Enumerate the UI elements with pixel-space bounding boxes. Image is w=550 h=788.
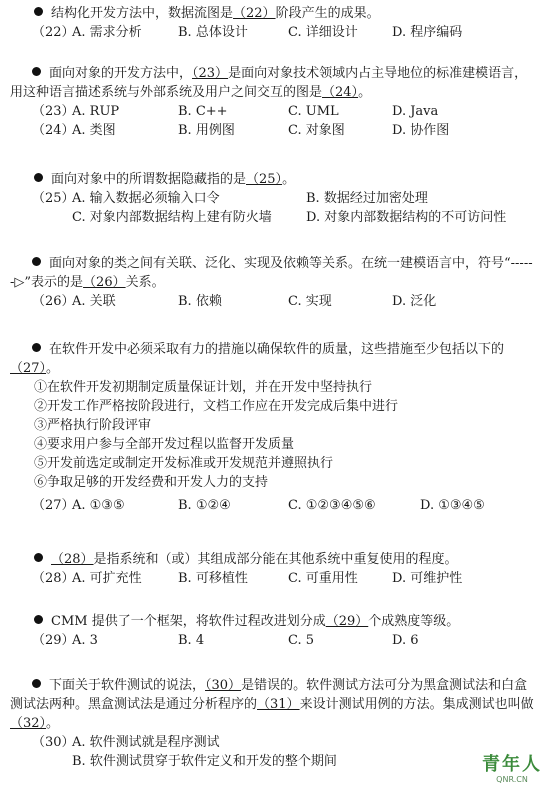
bullet-icon xyxy=(32,679,41,688)
q30-number: （30） xyxy=(32,735,75,750)
q23-option-c: C. UML xyxy=(288,104,339,119)
q27-blank: （27） xyxy=(10,361,47,376)
q26-option-b: B. 依赖 xyxy=(178,294,222,309)
q27-item-4: ④要求用户参与全部开发过程以监督开发质量 xyxy=(34,437,295,452)
q28-option-c: C. 可重用性 xyxy=(288,571,358,586)
q25-text-a: 面向对象中的所谓数据隐藏指的是 xyxy=(51,172,247,187)
q22-option-d: D. 程序编码 xyxy=(392,25,463,40)
q26-option-a: A. 关联 xyxy=(72,294,116,309)
q29-number: （29） xyxy=(32,633,75,648)
bullet-icon xyxy=(32,343,41,352)
q27-option-c: C. ①②③④⑤⑥ xyxy=(288,498,376,513)
q31-blank: （31） xyxy=(257,697,300,712)
question-25-stem xyxy=(0,170,550,189)
q22-text-a: 结构化开发方法中，数据流图是 xyxy=(51,6,234,21)
question-29-stem xyxy=(0,612,550,631)
q27-option-b: B. ①②④ xyxy=(178,498,231,513)
q27-option-a: A. ①③⑤ xyxy=(72,498,125,513)
q30-text-b: 是错误的。软件测试方法可分为黑盒测试法和白盒测试法两种。黑盒测试法是通过分析程序的 xyxy=(10,678,528,712)
question-28-stem xyxy=(0,550,550,569)
question-26 xyxy=(0,254,550,311)
q28-blank: （28） xyxy=(51,552,94,567)
q24-blank: （24） xyxy=(322,85,359,100)
q28-text: 是指系统和（或）其组成部分能在其他系统中重复使用的程度。 xyxy=(93,552,458,567)
q24-option-c: C. 对象图 xyxy=(288,123,345,138)
question-26-options xyxy=(0,292,550,311)
question-25 xyxy=(0,170,550,227)
q22-option-b: B. 总体设计 xyxy=(178,25,248,40)
question-30-stem xyxy=(0,676,550,733)
q26-text-b: 关系。 xyxy=(125,275,165,290)
q28-number: （28） xyxy=(32,571,75,586)
bullet-icon xyxy=(34,173,43,182)
q23-text-b: 是面向对象技术领域内占主导地位的标准建模语言，用这种语言描述系统与外部系统及用户之间交互的图是 xyxy=(10,66,528,100)
question-23-stem xyxy=(0,64,550,102)
q32-blank: （32） xyxy=(10,716,47,731)
q28-option-d: D. 可维护性 xyxy=(392,571,463,586)
question-27-stem xyxy=(0,340,550,378)
question-29 xyxy=(0,612,550,650)
q27-text-a: 在软件开发中必须采取有力的措施以确保软件的质量，这些措施至少包括以下的 xyxy=(49,342,505,357)
watermark-title: 青年人 xyxy=(482,754,542,775)
q27-item-5: ⑤开发前选定或制定开发标准或开发规范并遵照执行 xyxy=(34,456,334,471)
q29-option-a: A. 3 xyxy=(72,633,98,648)
question-25-options-row2 xyxy=(0,208,550,227)
q22-option-c: C. 详细设计 xyxy=(288,25,358,40)
question-22 xyxy=(0,4,550,42)
q29-option-d: D. 6 xyxy=(392,633,419,648)
q23-option-d: D. Java xyxy=(392,104,439,119)
question-26-stem xyxy=(0,254,550,292)
q23-option-a: A. RUP xyxy=(72,104,120,119)
watermark-logo xyxy=(482,755,542,784)
bullet-icon xyxy=(34,553,43,562)
q29-blank: （29） xyxy=(325,614,369,629)
question-28-options xyxy=(0,569,550,588)
q24-option-d: D. 协作图 xyxy=(392,123,450,138)
q26-option-c: C. 实现 xyxy=(288,294,332,309)
q22-blank: （22） xyxy=(233,6,276,21)
question-29-options xyxy=(0,631,550,650)
q28-option-b: B. 可移植性 xyxy=(178,571,248,586)
q27-item-2: ②开发工作严格按阶段进行，文档工作应在开发完成后集中进行 xyxy=(34,399,399,414)
q27-text-b: 。 xyxy=(46,361,60,376)
bullet-icon xyxy=(34,615,43,624)
q29-text-a: CMM 提供了一个框架，将软件过程改进划分成 xyxy=(51,614,326,629)
q22-option-a: A. 需求分析 xyxy=(72,25,142,40)
question-24-options xyxy=(0,121,550,140)
question-23 xyxy=(0,64,550,140)
q22-text-b: 阶段产生的成果。 xyxy=(275,6,380,21)
q26-option-d: D. 泛化 xyxy=(392,294,437,309)
question-30 xyxy=(0,676,550,771)
q25-option-b: B. 数据经过加密处理 xyxy=(306,191,428,206)
q27-item-6: ⑥争取足够的开发经费和开发人力的支持 xyxy=(34,475,269,490)
q25-option-a: A. 输入数据必须输入口令 xyxy=(72,191,220,206)
q25-blank: （25） xyxy=(246,172,283,187)
q25-number: （25） xyxy=(32,191,75,206)
bullet-icon xyxy=(34,7,43,16)
q30-text-a: 下面关于软件测试的说法， xyxy=(49,678,206,693)
q30-text-c: 来设计测试用例的方法。集成测试也叫做 xyxy=(299,697,534,712)
bullet-icon xyxy=(32,67,41,76)
q24-option-a: A. 类图 xyxy=(72,123,116,138)
question-30-options-row1 xyxy=(0,733,550,752)
q29-text-b: 个成熟度等级。 xyxy=(368,614,460,629)
question-22-stem xyxy=(0,4,550,23)
q26-number: （26） xyxy=(32,294,75,309)
q30-blank: （30） xyxy=(205,678,242,693)
question-23-options xyxy=(0,102,550,121)
q26-text-a: 面向对象的类之间有关联、泛化、实现及依赖等关系。在统一建模语言中，符号“------▷”表示的是 xyxy=(10,256,533,290)
question-27-options xyxy=(0,496,550,515)
question-27 xyxy=(0,340,550,515)
q30-option-a: A. 软件测试就是程序测试 xyxy=(72,735,220,750)
q23-number: （23） xyxy=(32,104,75,119)
question-28 xyxy=(0,550,550,588)
q26-blank: （26） xyxy=(83,275,126,290)
q27-number: （27） xyxy=(32,498,75,513)
q27-item-1: ①在软件开发初期制定质量保证计划，并在开发中坚持执行 xyxy=(34,380,373,395)
bullet-icon xyxy=(32,257,41,266)
q24-option-b: B. 用例图 xyxy=(178,123,235,138)
question-22-options xyxy=(0,23,550,42)
q28-option-a: A. 可扩充性 xyxy=(72,571,142,586)
q30-option-b: B. 软件测试贯穿于软件定义和开发的整个期间 xyxy=(72,754,337,769)
q22-number: （22） xyxy=(32,25,75,40)
q23-text-c: 。 xyxy=(358,85,372,100)
q25-option-d: D. 对象内部数据结构的不可访问性 xyxy=(306,210,507,225)
q23-text-a: 面向对象的开发方法中， xyxy=(49,66,193,81)
q24-number: （24） xyxy=(32,123,75,138)
q25-text-b: 。 xyxy=(282,172,296,187)
q27-option-d: D. ①③④⑤ xyxy=(420,498,485,513)
q25-option-c: C. 对象内部数据结构上建有防火墙 xyxy=(72,210,272,225)
q27-item-3: ③严格执行阶段评审 xyxy=(34,418,152,433)
watermark-url: QNR.CN xyxy=(496,775,528,784)
question-25-options-row1 xyxy=(0,189,550,208)
question-30-options-row2 xyxy=(0,752,550,771)
q23-option-b: B. C++ xyxy=(178,104,228,119)
q29-option-b: B. 4 xyxy=(178,633,205,648)
q29-option-c: C. 5 xyxy=(288,633,315,648)
q23-blank: （23） xyxy=(192,66,229,81)
q30-text-d: 。 xyxy=(46,716,60,731)
